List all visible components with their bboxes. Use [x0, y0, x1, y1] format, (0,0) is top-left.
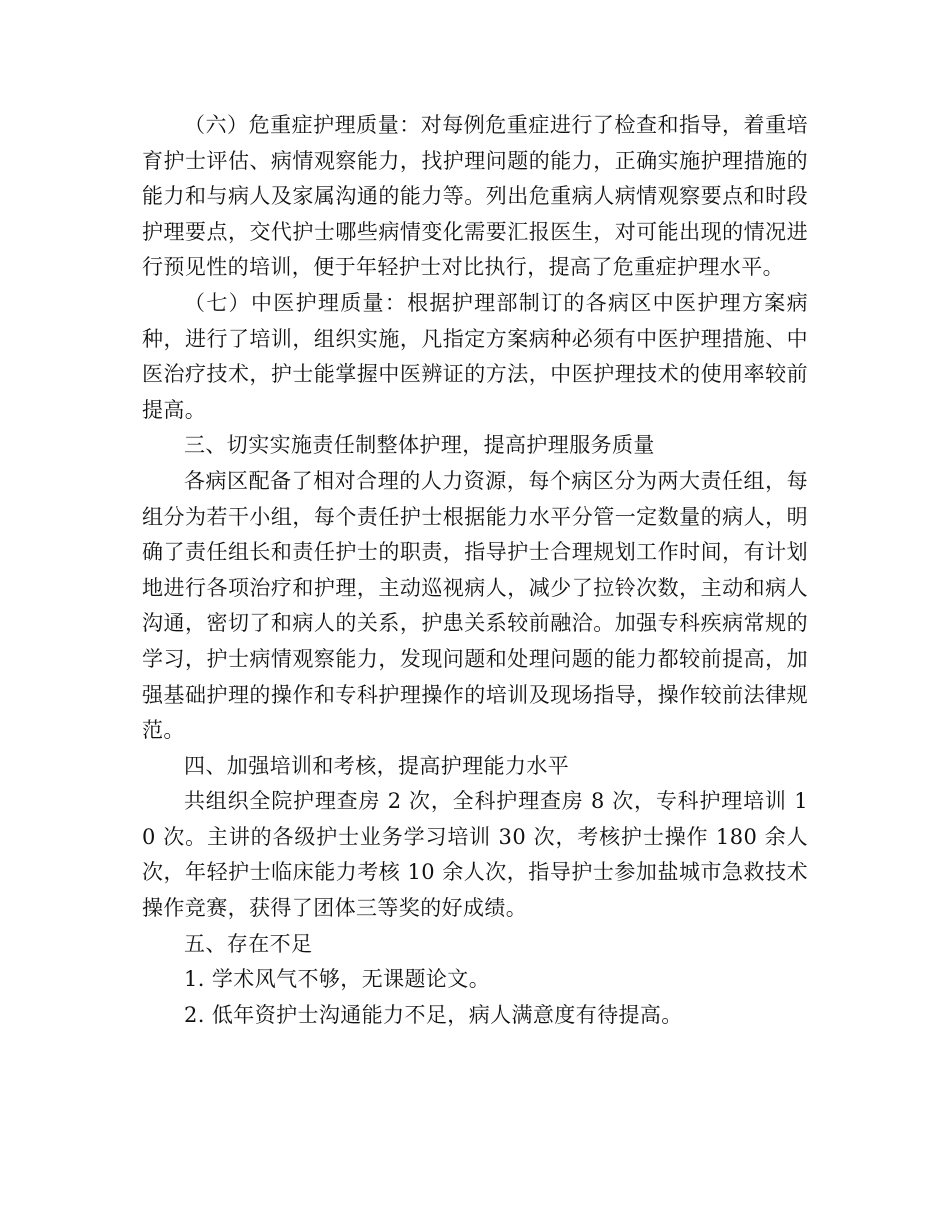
paragraph-training-assessment: 共组织全院护理查房 2 次，全科护理查房 8 次，专科护理培训 10 次。主讲的各级护士业务学习培训 30 次，考核护士操作 180 余人次，年轻护士临床能力考核 10 余人次，指导护士参加盐城市急救技术操作竞赛，获得了团体三等奖的好成绩。 [142, 789, 808, 921]
section-heading-training-assessment: 四、加强培训和考核，提高护理能力水平 [184, 753, 570, 778]
paragraph-responsibility-nursing: 各病区配备了相对合理的人力资源，每个病区分为两大责任组，每组分为若干小组，每个责任护士根据能力水平分管一定数量的病人，明确了责任组长和责任护士的职责，指导护士合理规划工作时间，有计划地进行各项治疗和护理，主动巡视病人，减少了拉铃次数，主动和病人沟通，密切了和病人的关系，护患关系较前融洽。加强专科疾病常规的学习，护士病情观察能力，发现问题和处理问题的能力都较前提高，加强基础护理的操作和专科护理操作的培训及现场指导，操作较前法律规范。 [142, 468, 808, 743]
paragraph-critical-care-quality: （六）危重症护理质量：对每例危重症进行了检查和指导，着重培育护士评估、病情观察能力，找护理问题的能力，正确实施护理措施的能力和与病人及家属沟通的能力等。列出危重病人病情观察要点和时段护理要点，交代护士哪些病情变化需要汇报医生，对可能出现的情况进行预见性的培训，便于年轻护士对比执行，提高了危重症护理水平。 [142, 113, 808, 280]
section-heading-shortcomings: 五、存在不足 [184, 931, 313, 956]
section-heading-responsibility-nursing: 三、切实实施责任制整体护理，提高护理服务质量 [184, 433, 655, 458]
list-item-shortcoming-2: 2. 低年资护士沟通能力不足，病人满意度有待提高。 [184, 1002, 683, 1027]
list-item-shortcoming-1: 1. 学术风气不够，无课题论文。 [184, 967, 491, 992]
paragraph-tcm-nursing-quality: （七）中医护理质量：根据护理部制订的各病区中医护理方案病种，进行了培训，组织实施，凡指定方案病种必须有中医护理措施、中医治疗技术，护士能掌握中医辨证的方法，中医护理技术的使用率较前提高。 [142, 290, 808, 422]
document-body [142, 108, 808, 1033]
